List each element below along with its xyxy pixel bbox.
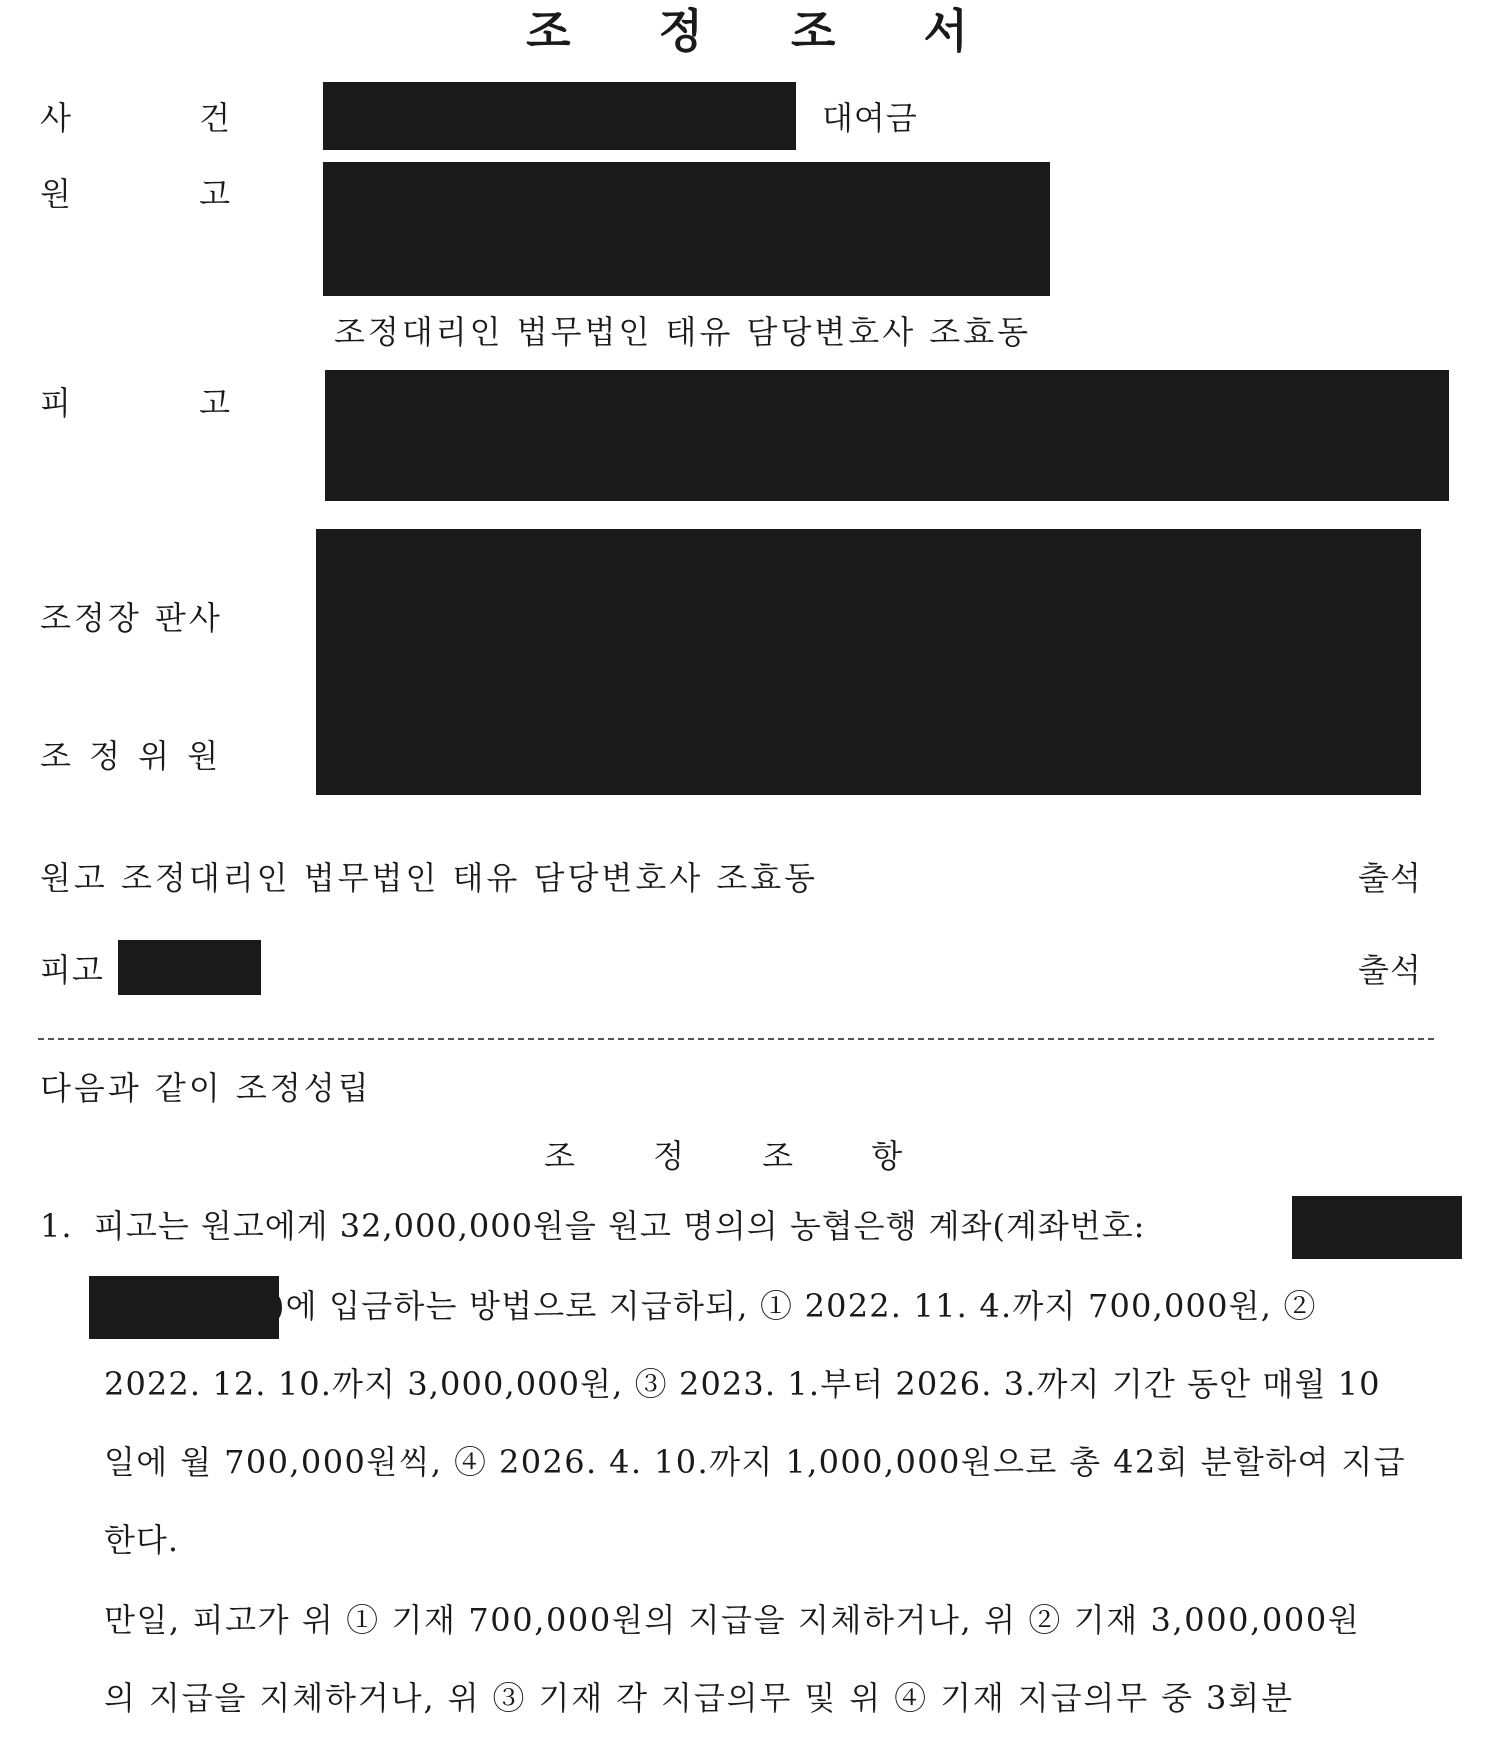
redacted-case-number [323,82,796,150]
attendance-plaintiff-agent: 원고 조정대리인 법무법인 태유 담당변호사 조효동 [40,859,819,897]
attendance-defendant: 피고 [40,951,104,989]
clauses-title: 조 정 조 항 [544,1137,937,1175]
redacted-defendant-name [118,940,261,995]
case-label-b: 건 [199,99,230,137]
redacted-judge-and-committee [316,529,1421,795]
clause-line-3: 2022. 12. 10.까지 3,000,000원, ③ 2023. 1.부터 2026. 3.까지 기간 동안 매월 10 [104,1365,1381,1403]
judge-label: 조정장 판사 [40,599,223,637]
document-title: 조 정 조 서 [526,4,1004,58]
clause-line-4: 일에 월 700,000원씩, ④ 2026. 4. 10.까지 1,000,000원으로 총 42회 분할하여 지급 [104,1443,1407,1481]
clause-line-2: )에 입금하는 방법으로 지급하되, ① 2022. 11. 4.까지 700,000원, ② [272,1287,1317,1325]
plaintiff-agent: 조정대리인 법무법인 태유 담당변호사 조효동 [334,313,1032,351]
defendant-label [40,383,230,423]
plaintiff-label [40,174,230,214]
case-type: 대여금 [822,99,918,137]
attendance-status-defendant: 출석 [1358,951,1422,989]
plaintiff-label-b: 고 [199,175,230,213]
redacted-defendant [325,370,1449,501]
redacted-account-number-part2 [89,1276,279,1339]
clause-line-5: 한다. [104,1521,179,1559]
clause-line-6: 만일, 피고가 위 ① 기재 700,000원의 지급을 지체하거나, 위 ② 기재 3,000,000원 [104,1601,1361,1639]
dashed-divider [38,1038,1434,1040]
committee-label: 조 정 위 원 [40,737,223,775]
redacted-plaintiff [323,162,1050,296]
clause-number: 1. [40,1207,73,1245]
case-label-a: 사 [40,99,71,137]
clause-line-7: 의 지급을 지체하거나, 위 ③ 기재 각 지급의무 및 위 ④ 기재 지급의무 중 3회분 [104,1679,1294,1717]
established-statement: 다음과 같이 조정성립 [40,1069,372,1107]
clause-line-1: 피고는 원고에게 32,000,000원을 원고 명의의 농협은행 계좌(계좌번호: [94,1207,1146,1245]
redacted-account-number-part1 [1292,1196,1462,1259]
attendance-status-plaintiff: 출석 [1358,859,1422,897]
defendant-label-a: 피 [40,384,71,422]
plaintiff-label-a: 원 [40,175,71,213]
case-label [40,98,230,138]
defendant-label-b: 고 [199,384,230,422]
